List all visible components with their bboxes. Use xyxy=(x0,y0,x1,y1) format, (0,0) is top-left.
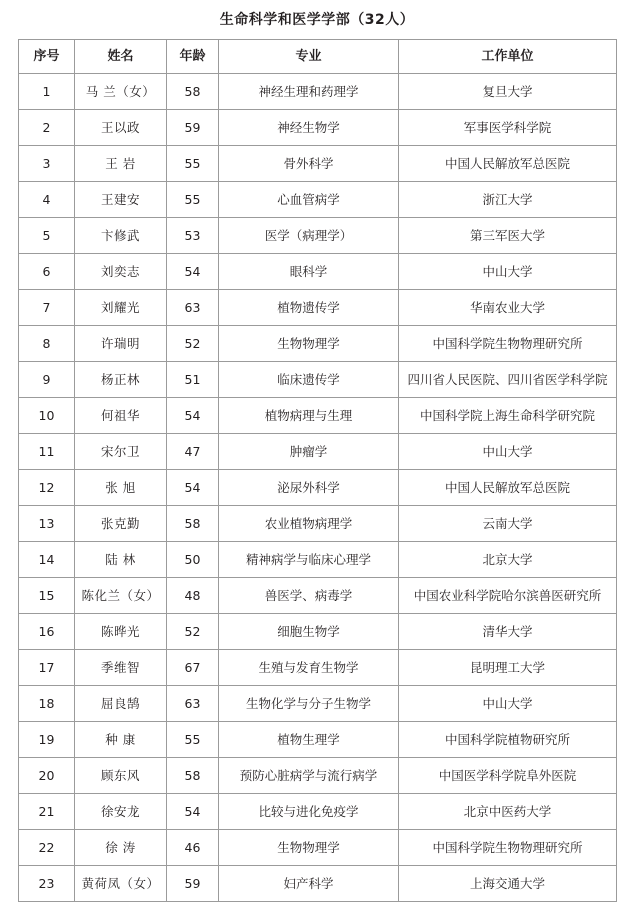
cell-unit: 云南大学 xyxy=(399,506,617,542)
cell-age: 59 xyxy=(167,866,219,902)
cell-unit: 华南农业大学 xyxy=(399,290,617,326)
cell-index: 2 xyxy=(19,110,75,146)
cell-age: 52 xyxy=(167,614,219,650)
cell-unit: 中国科学院上海生命科学研究院 xyxy=(399,398,617,434)
table-row xyxy=(19,470,617,506)
column-header-name: 姓名 xyxy=(75,40,167,74)
cell-name: 陆 林 xyxy=(75,542,167,578)
cell-major: 植物遗传学 xyxy=(219,290,399,326)
cell-major: 植物病理与生理 xyxy=(219,398,399,434)
cell-age: 54 xyxy=(167,794,219,830)
table-row xyxy=(19,614,617,650)
cell-index: 20 xyxy=(19,758,75,794)
cell-index: 4 xyxy=(19,182,75,218)
cell-name: 陈化兰（女） xyxy=(75,578,167,614)
table-row xyxy=(19,362,617,398)
cell-major: 精神病学与临床心理学 xyxy=(219,542,399,578)
cell-unit: 第三军医大学 xyxy=(399,218,617,254)
column-header-major: 专业 xyxy=(219,40,399,74)
cell-unit: 中山大学 xyxy=(399,686,617,722)
table-row xyxy=(19,326,617,362)
cell-age: 53 xyxy=(167,218,219,254)
cell-index: 10 xyxy=(19,398,75,434)
cell-age: 63 xyxy=(167,290,219,326)
cell-age: 54 xyxy=(167,470,219,506)
cell-name: 刘耀光 xyxy=(75,290,167,326)
roster-table xyxy=(18,39,617,902)
cell-age: 54 xyxy=(167,398,219,434)
table-row xyxy=(19,506,617,542)
cell-index: 22 xyxy=(19,830,75,866)
cell-index: 15 xyxy=(19,578,75,614)
cell-major: 心血管病学 xyxy=(219,182,399,218)
column-header-index: 序号 xyxy=(19,40,75,74)
cell-unit: 清华大学 xyxy=(399,614,617,650)
cell-name: 刘奕志 xyxy=(75,254,167,290)
cell-index: 11 xyxy=(19,434,75,470)
table-row xyxy=(19,722,617,758)
table-row xyxy=(19,758,617,794)
cell-index: 3 xyxy=(19,146,75,182)
cell-name: 何祖华 xyxy=(75,398,167,434)
cell-index: 5 xyxy=(19,218,75,254)
table-row xyxy=(19,182,617,218)
cell-major: 神经生物学 xyxy=(219,110,399,146)
cell-name: 王 岩 xyxy=(75,146,167,182)
cell-index: 8 xyxy=(19,326,75,362)
table-row xyxy=(19,794,617,830)
cell-age: 48 xyxy=(167,578,219,614)
cell-unit: 中山大学 xyxy=(399,434,617,470)
cell-major: 泌尿外科学 xyxy=(219,470,399,506)
cell-unit: 四川省人民医院、四川省医学科学院 xyxy=(399,362,617,398)
cell-major: 生物化学与分子生物学 xyxy=(219,686,399,722)
cell-index: 9 xyxy=(19,362,75,398)
cell-unit: 中国人民解放军总医院 xyxy=(399,470,617,506)
cell-index: 23 xyxy=(19,866,75,902)
cell-name: 卞修武 xyxy=(75,218,167,254)
cell-index: 12 xyxy=(19,470,75,506)
cell-major: 神经生理和药理学 xyxy=(219,74,399,110)
cell-major: 比较与进化免疫学 xyxy=(219,794,399,830)
cell-index: 19 xyxy=(19,722,75,758)
table-row xyxy=(19,254,617,290)
cell-index: 14 xyxy=(19,542,75,578)
cell-index: 21 xyxy=(19,794,75,830)
cell-name: 杨正林 xyxy=(75,362,167,398)
cell-name: 许瑞明 xyxy=(75,326,167,362)
cell-name: 徐安龙 xyxy=(75,794,167,830)
cell-index: 16 xyxy=(19,614,75,650)
cell-unit: 中山大学 xyxy=(399,254,617,290)
cell-name: 顾东风 xyxy=(75,758,167,794)
cell-index: 18 xyxy=(19,686,75,722)
table-row xyxy=(19,542,617,578)
cell-age: 59 xyxy=(167,110,219,146)
table-row xyxy=(19,578,617,614)
cell-index: 1 xyxy=(19,74,75,110)
cell-major: 生物物理学 xyxy=(219,326,399,362)
cell-unit: 北京大学 xyxy=(399,542,617,578)
table-row xyxy=(19,290,617,326)
cell-unit: 北京中医药大学 xyxy=(399,794,617,830)
cell-name: 季维智 xyxy=(75,650,167,686)
cell-major: 生殖与发育生物学 xyxy=(219,650,399,686)
cell-index: 7 xyxy=(19,290,75,326)
cell-name: 种 康 xyxy=(75,722,167,758)
cell-unit: 中国科学院生物物理研究所 xyxy=(399,326,617,362)
cell-index: 6 xyxy=(19,254,75,290)
cell-major: 肿瘤学 xyxy=(219,434,399,470)
cell-major: 细胞生物学 xyxy=(219,614,399,650)
cell-major: 骨外科学 xyxy=(219,146,399,182)
cell-major: 眼科学 xyxy=(219,254,399,290)
cell-unit: 昆明理工大学 xyxy=(399,650,617,686)
cell-age: 55 xyxy=(167,146,219,182)
cell-major: 农业植物病理学 xyxy=(219,506,399,542)
cell-age: 46 xyxy=(167,830,219,866)
cell-major: 妇产科学 xyxy=(219,866,399,902)
page-title: 生命科学和医学学部（32人） xyxy=(219,12,415,28)
cell-unit: 中国科学院植物研究所 xyxy=(399,722,617,758)
cell-unit: 上海交通大学 xyxy=(399,866,617,902)
column-header-age: 年龄 xyxy=(167,40,219,74)
cell-index: 17 xyxy=(19,650,75,686)
cell-name: 黄荷凤（女） xyxy=(75,866,167,902)
table-row xyxy=(19,110,617,146)
cell-age: 51 xyxy=(167,362,219,398)
cell-age: 50 xyxy=(167,542,219,578)
cell-name: 张 旭 xyxy=(75,470,167,506)
cell-unit: 中国医学科学院阜外医院 xyxy=(399,758,617,794)
cell-major: 兽医学、病毒学 xyxy=(219,578,399,614)
cell-age: 58 xyxy=(167,758,219,794)
table-row xyxy=(19,398,617,434)
column-header-unit: 工作单位 xyxy=(399,40,617,74)
cell-age: 47 xyxy=(167,434,219,470)
table-row xyxy=(19,434,617,470)
cell-major: 植物生理学 xyxy=(219,722,399,758)
table-row xyxy=(19,650,617,686)
cell-major: 临床遗传学 xyxy=(219,362,399,398)
cell-name: 宋尔卫 xyxy=(75,434,167,470)
cell-age: 55 xyxy=(167,182,219,218)
cell-unit: 中国农业科学院哈尔滨兽医研究所 xyxy=(399,578,617,614)
cell-age: 67 xyxy=(167,650,219,686)
cell-age: 58 xyxy=(167,506,219,542)
table-row xyxy=(19,218,617,254)
table-row xyxy=(19,866,617,902)
table-row xyxy=(19,74,617,110)
cell-age: 63 xyxy=(167,686,219,722)
table-row xyxy=(19,146,617,182)
cell-name: 马 兰（女） xyxy=(75,74,167,110)
table-header xyxy=(19,40,617,74)
cell-major: 预防心脏病学与流行病学 xyxy=(219,758,399,794)
table-row xyxy=(19,686,617,722)
cell-unit: 中国人民解放军总医院 xyxy=(399,146,617,182)
cell-age: 55 xyxy=(167,722,219,758)
cell-unit: 军事医学科学院 xyxy=(399,110,617,146)
cell-unit: 复旦大学 xyxy=(399,74,617,110)
cell-name: 张克勤 xyxy=(75,506,167,542)
cell-major: 生物物理学 xyxy=(219,830,399,866)
table-row xyxy=(19,830,617,866)
cell-age: 58 xyxy=(167,74,219,110)
cell-name: 徐 涛 xyxy=(75,830,167,866)
cell-name: 陈晔光 xyxy=(75,614,167,650)
cell-name: 屈良鹄 xyxy=(75,686,167,722)
cell-unit: 浙江大学 xyxy=(399,182,617,218)
cell-index: 13 xyxy=(19,506,75,542)
cell-age: 52 xyxy=(167,326,219,362)
cell-name: 王以政 xyxy=(75,110,167,146)
table-header-row xyxy=(19,40,617,74)
cell-unit: 中国科学院生物物理研究所 xyxy=(399,830,617,866)
cell-age: 54 xyxy=(167,254,219,290)
cell-major: 医学（病理学） xyxy=(219,218,399,254)
cell-name: 王建安 xyxy=(75,182,167,218)
table-body xyxy=(19,74,617,902)
